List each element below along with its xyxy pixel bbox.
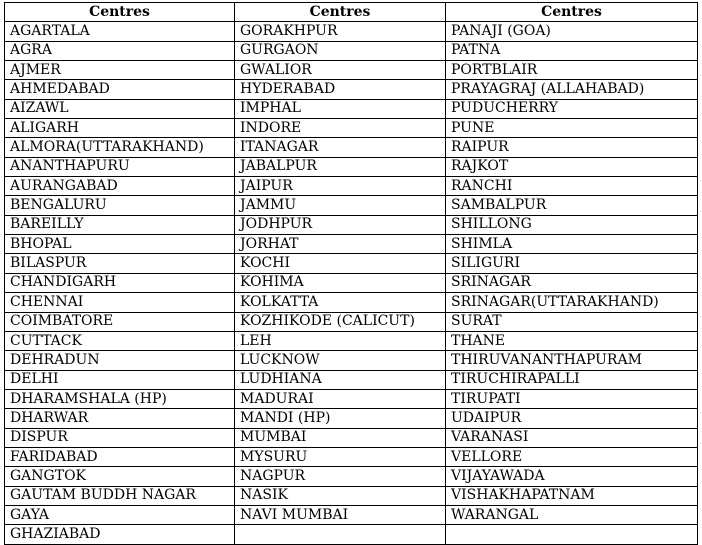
centre-cell: VARANASI	[446, 428, 698, 447]
table-row	[5, 215, 698, 234]
column-header: Centres	[5, 3, 235, 22]
centre-cell: GAYA	[5, 505, 235, 524]
centre-cell: CHANDIGARH	[5, 273, 235, 292]
centre-cell: INDORE	[235, 119, 446, 138]
centre-cell: GANGTOK	[5, 467, 235, 486]
centre-cell: KOZHIKODE (CALICUT)	[235, 312, 446, 331]
centre-cell: SURAT	[446, 312, 698, 331]
centre-cell: SRINAGAR(UTTARAKHAND)	[446, 293, 698, 312]
centre-cell: KOCHI	[235, 254, 446, 273]
centre-cell: SHIMLA	[446, 235, 698, 254]
centre-cell: GWALIOR	[235, 61, 446, 80]
table-row	[5, 119, 698, 138]
centre-cell: WARANGAL	[446, 505, 698, 524]
centre-cell: KOLKATTA	[235, 293, 446, 312]
centre-cell: GORAKHPUR	[235, 22, 446, 41]
centre-cell: ALMORA(UTTARAKHAND)	[5, 138, 235, 157]
centre-cell: SAMBALPUR	[446, 196, 698, 215]
centre-cell	[235, 525, 446, 544]
centre-cell: RAJKOT	[446, 157, 698, 176]
table-row	[5, 409, 698, 428]
table-body	[5, 22, 698, 544]
centre-cell: MADURAI	[235, 389, 446, 408]
table-row	[5, 157, 698, 176]
centre-cell: RANCHI	[446, 177, 698, 196]
centre-cell: UDAIPUR	[446, 409, 698, 428]
centre-cell: BAREILLY	[5, 215, 235, 234]
table-row	[5, 273, 698, 292]
centre-cell: AGRA	[5, 41, 235, 60]
table-row	[5, 196, 698, 215]
centre-cell: GURGAON	[235, 41, 446, 60]
centre-cell	[446, 525, 698, 544]
centre-cell: GHAZIABAD	[5, 525, 235, 544]
table-row	[5, 61, 698, 80]
centre-cell: SRINAGAR	[446, 273, 698, 292]
table-row	[5, 389, 698, 408]
table-row	[5, 486, 698, 505]
table-row	[5, 505, 698, 524]
table-row	[5, 41, 698, 60]
centre-cell: GAUTAM BUDDH NAGAR	[5, 486, 235, 505]
table-row	[5, 293, 698, 312]
centre-cell: PATNA	[446, 41, 698, 60]
table-row	[5, 428, 698, 447]
centres-table	[4, 2, 698, 545]
centre-cell: LUCKNOW	[235, 351, 446, 370]
table-row	[5, 80, 698, 99]
centre-cell: KOHIMA	[235, 273, 446, 292]
centre-cell: AHMEDABAD	[5, 80, 235, 99]
table-row	[5, 99, 698, 118]
centre-cell: NAGPUR	[235, 467, 446, 486]
table-row	[5, 525, 698, 544]
table-row	[5, 254, 698, 273]
centre-cell: BENGALURU	[5, 196, 235, 215]
centre-cell: JABALPUR	[235, 157, 446, 176]
table-row	[5, 447, 698, 466]
centre-cell: DHARAMSHALA (HP)	[5, 389, 235, 408]
centre-cell: PANAJI (GOA)	[446, 22, 698, 41]
centre-cell: THIRUVANANTHAPURAM	[446, 351, 698, 370]
centre-cell: THANE	[446, 331, 698, 350]
centre-cell: ALIGARH	[5, 119, 235, 138]
centre-cell: MANDI (HP)	[235, 409, 446, 428]
centre-cell: JODHPUR	[235, 215, 446, 234]
centre-cell: ANANTHAPURU	[5, 157, 235, 176]
centre-cell: DELHI	[5, 370, 235, 389]
centre-cell: PORTBLAIR	[446, 61, 698, 80]
centre-cell: VELLORE	[446, 447, 698, 466]
table-row	[5, 370, 698, 389]
table-row	[5, 351, 698, 370]
centre-cell: AIZAWL	[5, 99, 235, 118]
centre-cell: HYDERABAD	[235, 80, 446, 99]
centre-cell: CHENNAI	[5, 293, 235, 312]
centre-cell: NAVI MUMBAI	[235, 505, 446, 524]
centre-cell: ITANAGAR	[235, 138, 446, 157]
centre-cell: JORHAT	[235, 235, 446, 254]
centre-cell: TIRUPATI	[446, 389, 698, 408]
centre-cell: MYSURU	[235, 447, 446, 466]
centre-cell: AGARTALA	[5, 22, 235, 41]
column-header: Centres	[446, 3, 698, 22]
centre-cell: LEH	[235, 331, 446, 350]
centre-cell: AURANGABAD	[5, 177, 235, 196]
centre-cell: PUDUCHERRY	[446, 99, 698, 118]
column-header: Centres	[235, 3, 446, 22]
table-row	[5, 138, 698, 157]
centre-cell: LUDHIANA	[235, 370, 446, 389]
header-row	[5, 3, 698, 22]
centre-cell: COIMBATORE	[5, 312, 235, 331]
centre-cell: BILASPUR	[5, 254, 235, 273]
table-row	[5, 22, 698, 41]
centre-cell: JAIPUR	[235, 177, 446, 196]
centre-cell: TIRUCHIRAPALLI	[446, 370, 698, 389]
table-row	[5, 467, 698, 486]
table-row	[5, 235, 698, 254]
centre-cell: IMPHAL	[235, 99, 446, 118]
centre-cell: RAIPUR	[446, 138, 698, 157]
centre-cell: SILIGURI	[446, 254, 698, 273]
centre-cell: DISPUR	[5, 428, 235, 447]
centre-cell: CUTTACK	[5, 331, 235, 350]
centre-cell: PRAYAGRAJ (ALLAHABAD)	[446, 80, 698, 99]
centre-cell: DHARWAR	[5, 409, 235, 428]
centre-cell: SHILLONG	[446, 215, 698, 234]
centre-cell: NASIK	[235, 486, 446, 505]
table-row	[5, 312, 698, 331]
table-row	[5, 177, 698, 196]
table-row	[5, 331, 698, 350]
centre-cell: DEHRADUN	[5, 351, 235, 370]
centre-cell: MUMBAI	[235, 428, 446, 447]
centre-cell: AJMER	[5, 61, 235, 80]
centre-cell: FARIDABAD	[5, 447, 235, 466]
centre-cell: PUNE	[446, 119, 698, 138]
centre-cell: BHOPAL	[5, 235, 235, 254]
centre-cell: JAMMU	[235, 196, 446, 215]
centre-cell: VISHAKHAPATNAM	[446, 486, 698, 505]
centre-cell: VIJAYAWADA	[446, 467, 698, 486]
